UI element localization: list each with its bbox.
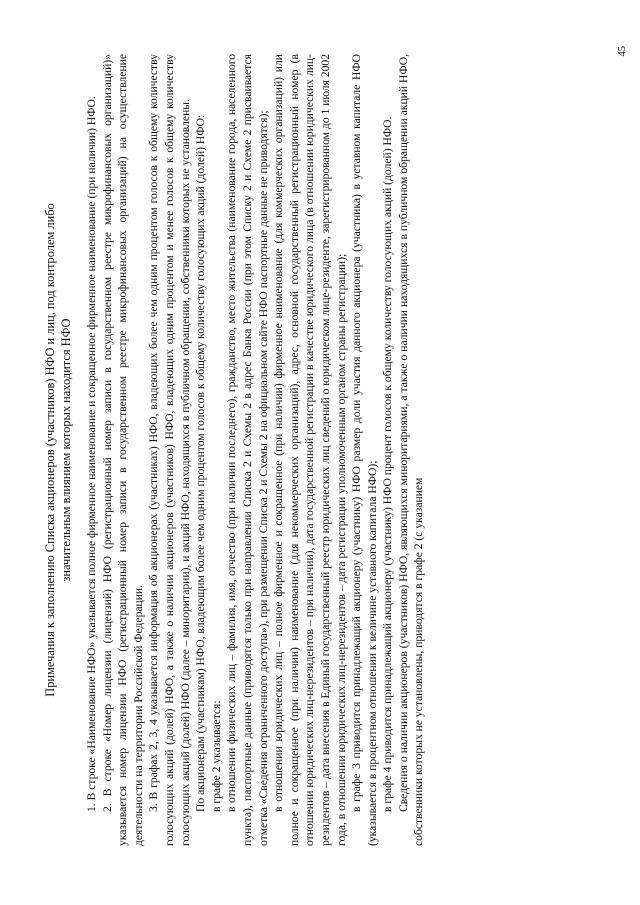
page-number: 45 <box>616 46 628 57</box>
paragraph-6: в отношении физических лиц – фамилия, имя, отчество (при наличии последнего), гражданство, место жительства (наименование города, населенного пункта), паспортные данные (приводятся только при направлении Списка 2 и Схемы 2 в адрес Банка России (при этом Списку 2 и Схеме 2 присваивается отметка «Сведения ограниченного доступа»), при размещении Списка 2 и Схемы 2 на официальном сайте НФО паспортные данные не приводятся); <box>225 54 270 846</box>
paragraph-5: в графе 2 указывается: <box>209 700 223 812</box>
paragraph-4: По акционерам (участникам) НФО, владеющим более чем одним процентом голосов к общему количеству голосующих акций (долей) НФО: <box>194 114 208 812</box>
paragraph-2: 2. В строке «Номер лицензии (лицензий) НФО (регистрационный номер записи в государственном реестре микрофинансовых организаций)» указывается номер лицензии НФО (регистрационный номер записи в государственном реестре микрофинансовых организаций) на осуществление деятельности на территории Российской Федерации. <box>100 54 145 846</box>
paragraph-3: 3. В графах 2, 3, 4 указывается информация об акционерах (участниках) НФО, владеющих более чем одним процентом голосов к общему количеству голосующих акций (долей) НФО, а также о наличии акционеров (участников) НФО, владеющих одним процентом и менее голосов к общему количеству голосующих акций (долей) НФО (далее – миноритарии), и акций НФО, находящихся в публичном обращении, собственники которых не установлены. <box>147 54 192 846</box>
paragraph-10: Сведения о наличии акционеров (участников) НФО, являющихся миноритариями, а также о наличии находящихся в публичном обращении акций НФО, собственники которых не установлены, приводятся в графе 2 (с указанием <box>396 54 426 846</box>
paragraph-8: в графе 3 приводится принадлежащий акционеру (участнику) НФО размер доли участия данного акционера (участника) в уставном капитале НФО (указывается в процентном отношении к величине уставного капитала НФО); <box>350 54 379 846</box>
paragraph-7: в отношении юридических лиц – полное фирменное и сокращенное (при наличии) фирменное наименование (для коммерческих организаций) или полное и сокращенное (при наличии) наименование (для некоммерческих организаций), адрес, основной государственный регистрационный номер (в отношении юридических лиц-нерезидентов – при наличии), дата государственной регистрации в качестве юридического лица (в отношении юридических лиц-резидентов – дата внесения в Единый государственный реестр юридических лиц сведений о юридическом лице-резиденте, зарегистрированном до 1 июля 2002 года, в отношении юридических лиц-нерезидентов – дата регистрации уполномоченным органом страны регистрации); <box>272 54 348 846</box>
document-heading: Примечания к заполнению Списка акционеров (участников) НФО и лиц, под контролем либо значительным влиянием которых находится НФО <box>43 203 73 697</box>
paragraph-1: 1. В строке «Наименование НФО» указывается полное фирменное наименование и сокращенное фирменное наименование (при наличии) НФО. <box>85 96 98 812</box>
document-body <box>42 50 602 850</box>
paragraph-9: в графе 4 приводится принадлежащий акционеру (участнику) НФО процент голосов к общему количеству голосующих акций (долей) НФО. <box>381 116 395 812</box>
